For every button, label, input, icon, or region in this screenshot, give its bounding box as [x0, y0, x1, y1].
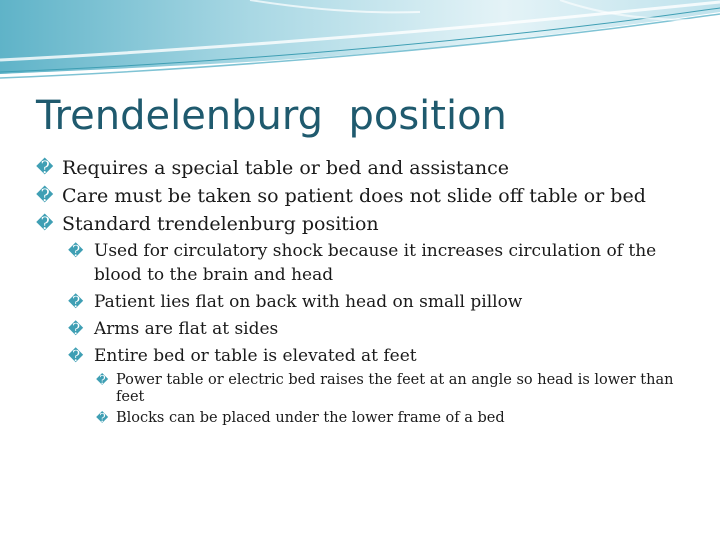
list-item	[36, 317, 686, 341]
bullet-text: Requires a special table or bed and assistance	[62, 157, 509, 179]
bullet-text: Arms are flat at sides	[94, 319, 279, 339]
bullet-icon: �	[36, 186, 54, 206]
bullet-icon: �	[68, 242, 84, 260]
bullet-icon: �	[36, 158, 54, 178]
bullet-text: Used for circulatory shock because it increases circulation of the blood to the brain and head	[94, 241, 657, 285]
list-item	[36, 344, 686, 368]
list-item	[36, 155, 686, 181]
bullet-icon: �	[36, 214, 54, 234]
bullet-text: Power table or electric bed raises the feet at an angle so head is lower than feet	[116, 372, 674, 405]
bullet-text: Care must be taken so patient does not slide off table or bed	[62, 185, 646, 207]
bullet-icon: �	[96, 411, 109, 425]
bullet-text: Standard trendelenburg position	[62, 213, 379, 235]
bullet-icon: �	[68, 320, 84, 338]
bullet-icon: �	[96, 373, 109, 387]
header-wave-decoration	[0, 0, 720, 90]
list-item	[36, 183, 686, 209]
bullet-icon: �	[68, 293, 84, 311]
list-item	[36, 211, 686, 237]
list-item	[36, 290, 686, 314]
bullet-text: Entire bed or table is elevated at feet	[94, 346, 417, 366]
bullet-text: Blocks can be placed under the lower frame of a bed	[116, 410, 505, 426]
list-item	[36, 372, 686, 406]
bullet-icon: �	[68, 347, 84, 365]
slide-title: Trendelenburg position	[36, 93, 507, 139]
bullet-text: Patient lies flat on back with head on small pillow	[94, 292, 523, 312]
list-item	[36, 410, 686, 427]
bullet-list	[36, 155, 686, 429]
list-item	[36, 239, 686, 287]
